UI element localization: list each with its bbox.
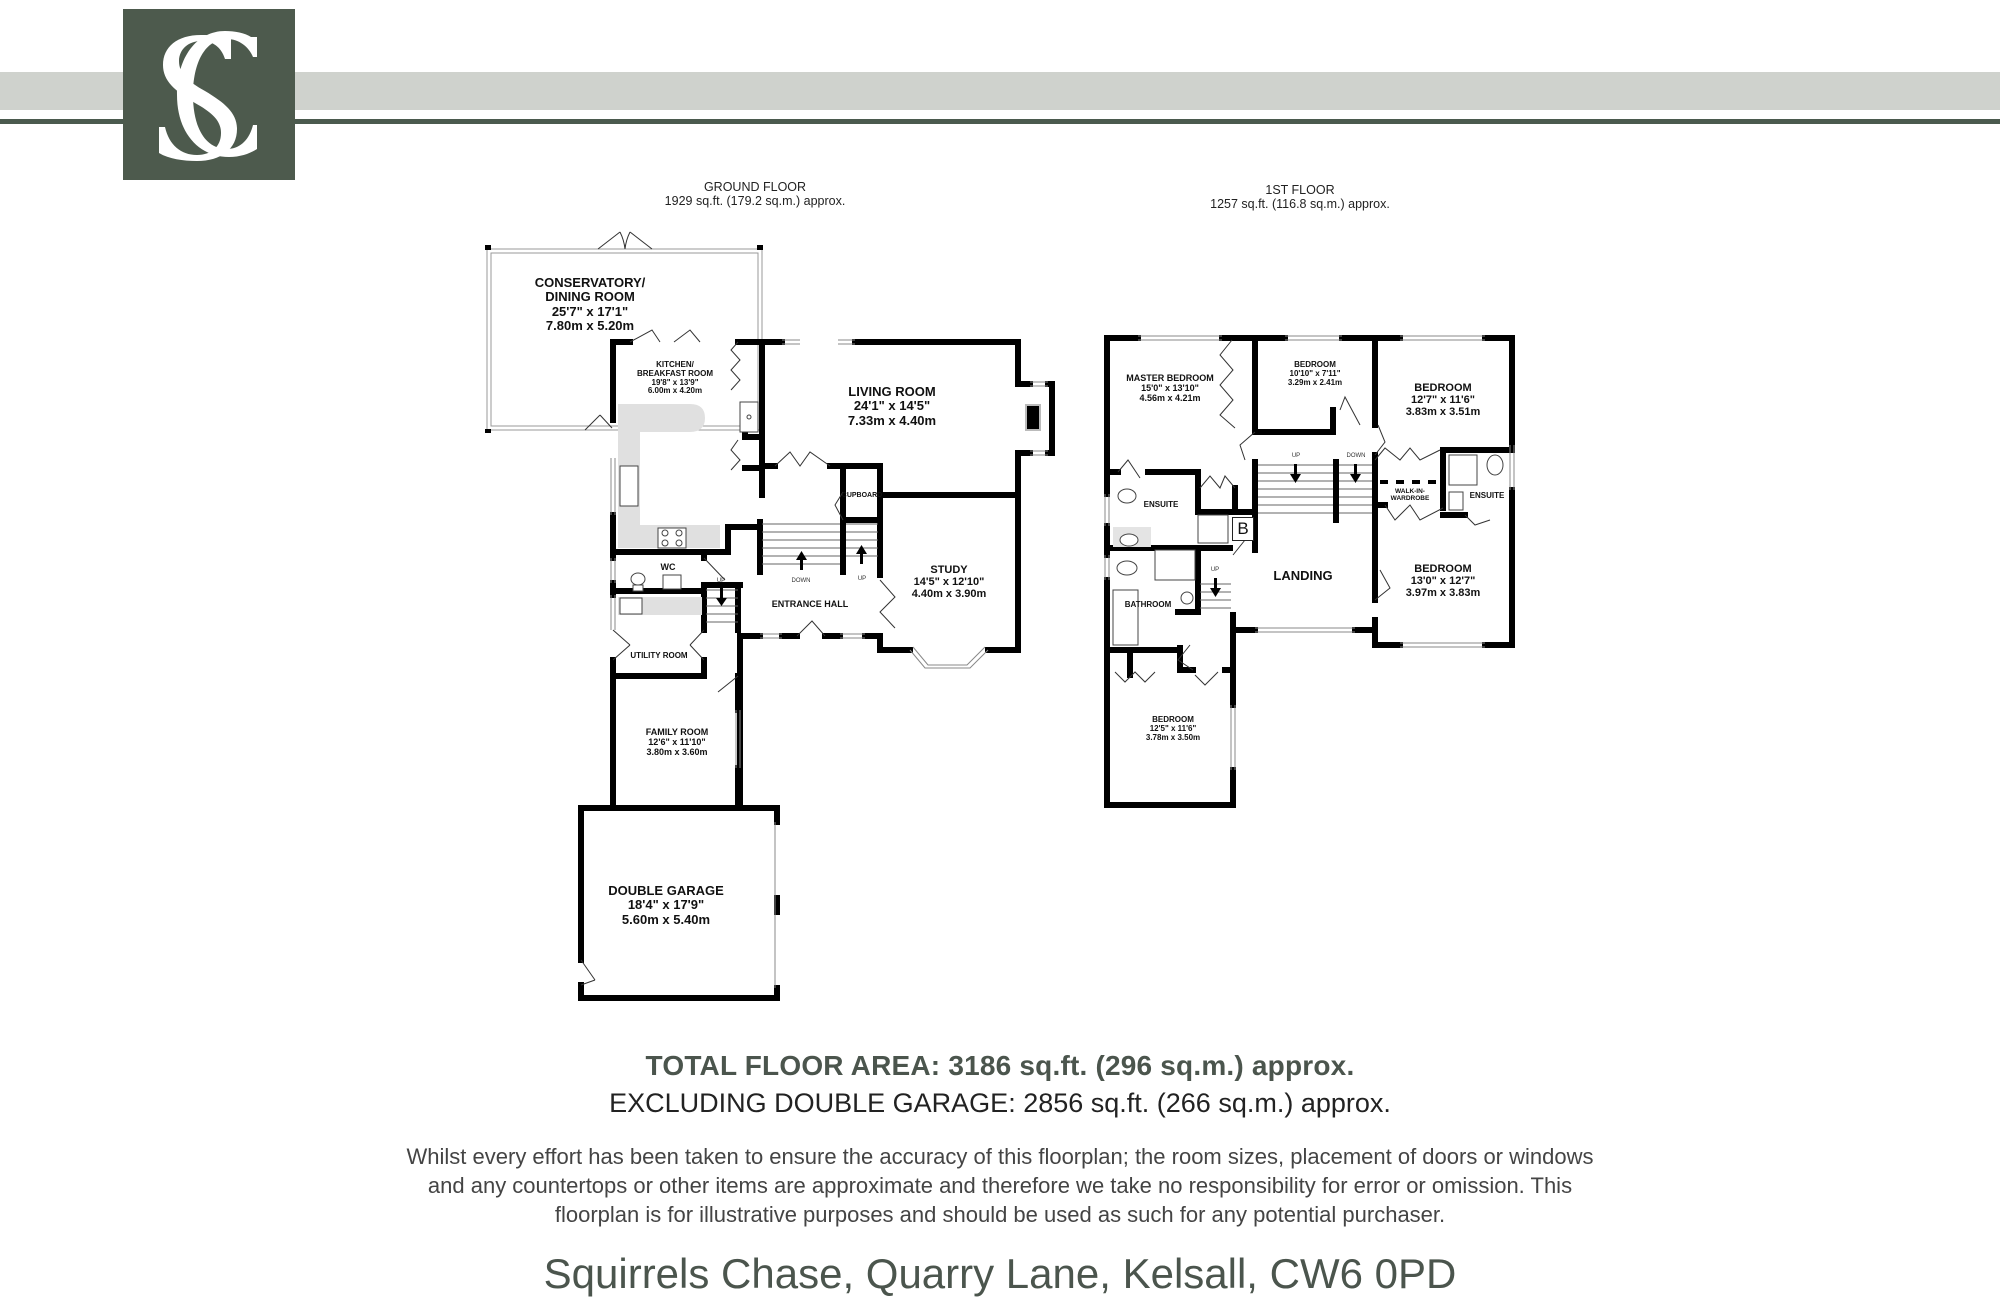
- room-landing: [1273, 569, 1332, 583]
- stair-label-down: DOWN: [791, 578, 811, 584]
- room-metric: 4.40m x 3.90m: [911, 588, 987, 601]
- room-name: BEDROOM: [1414, 382, 1472, 394]
- room-bedroom-2: [1288, 361, 1342, 387]
- room-imperial: 18'4" x 17'9": [627, 897, 705, 913]
- ground-floor-area: 1929 sq.ft. (179.2 sq.m.) approx.: [664, 194, 846, 208]
- room-name: ENSUITE: [1143, 500, 1179, 509]
- room-bedroom-5: [1146, 716, 1200, 742]
- room-name: BATHROOM: [1124, 600, 1172, 609]
- room-cupboard: [842, 492, 882, 500]
- room-imperial: 24'1" x 14'5": [853, 398, 931, 414]
- room-metric: 5.60m x 5.40m: [621, 911, 711, 927]
- room-name: BEDROOM: [1414, 563, 1472, 575]
- room-ensuite-2: [1470, 492, 1505, 501]
- room-conservatory: [535, 276, 646, 333]
- room-imperial: 15'0" x 13'10": [1141, 382, 1199, 393]
- first-floor-name: 1ST FLOOR: [1265, 183, 1335, 197]
- room-family: [646, 728, 709, 758]
- room-name-line2: WARDROBE: [1390, 495, 1430, 503]
- room-bedroom-3: [1406, 382, 1481, 418]
- room-living: [848, 385, 936, 428]
- stair-label-up-bath: UP: [1210, 567, 1220, 573]
- room-imperial: 14'5" x 12'10": [913, 576, 985, 589]
- room-master-ensuite: [1144, 501, 1179, 510]
- room-name: LANDING: [1273, 568, 1333, 583]
- room-name: FAMILY ROOM: [645, 727, 709, 737]
- first-floor-area: 1257 sq.ft. (116.8 sq.m.) approx.: [1210, 197, 1390, 211]
- room-walk-in-wardrobe: [1391, 488, 1430, 502]
- room-name: CONSERVATORY/: [534, 275, 646, 290]
- room-metric: 4.56m x 4.21m: [1139, 392, 1201, 403]
- room-metric: 3.80m x 3.60m: [646, 746, 708, 757]
- stair-label-up: UP: [1291, 453, 1301, 459]
- room-name: UTILITY ROOM: [630, 651, 688, 660]
- room-name: STUDY: [930, 564, 968, 576]
- property-address: Squirrels Chase, Quarry Lane, Kelsall, CW6 0PD: [543, 1250, 1457, 1297]
- room-imperial: 19'8" x 13'9": [651, 377, 699, 387]
- fireplace: [1026, 405, 1040, 430]
- boiler-marker: B: [1232, 517, 1254, 541]
- room-garage: [608, 884, 724, 927]
- room-name: BEDROOM: [1294, 360, 1336, 369]
- room-metric: 3.83m x 3.51m: [1405, 406, 1481, 419]
- room-entrance-hall: [772, 600, 849, 610]
- room-imperial: 13'0" x 12'7": [1410, 575, 1476, 588]
- room-master-bedroom: [1126, 374, 1214, 404]
- room-study: [912, 564, 987, 600]
- room-name: ENSUITE: [1469, 491, 1505, 500]
- room-name: BEDROOM: [1152, 715, 1194, 724]
- room-wc: [661, 563, 676, 573]
- room-imperial: 12'7" x 11'6": [1411, 394, 1475, 407]
- room-name: LIVING ROOM: [848, 384, 936, 399]
- room-metric: 7.80m x 5.20m: [545, 317, 635, 333]
- room-kitchen: [637, 361, 713, 396]
- room-imperial: 25'7" x 17'1": [551, 303, 629, 319]
- room-utility: [630, 652, 687, 661]
- room-bedroom-4: [1406, 563, 1481, 599]
- room-imperial: 12'5" x 11'6": [1149, 723, 1197, 733]
- stair-label-down: DOWN: [1346, 453, 1366, 459]
- total-floor-area: TOTAL FLOOR AREA: 3186 sq.ft. (296 sq.m.) approx.: [645, 1050, 1355, 1081]
- room-name: MASTER BEDROOM: [1126, 373, 1214, 383]
- room-metric: 7.33m x 4.40m: [847, 412, 937, 428]
- room-name: CUPBOARD: [841, 492, 883, 499]
- room-name-line2: BREAKFAST ROOM: [637, 368, 713, 378]
- ground-floor-plan: [485, 232, 1052, 998]
- room-name: ENTRANCE HALL: [771, 599, 849, 609]
- room-metric: 3.78m x 3.50m: [1145, 732, 1201, 742]
- disclaimer-text: Whilst every effort has been taken to ensure the accuracy of this floorplan; the room sizes, placement of doors or windows and any countertops or other items are approximate and therefore we take no responsibility for error or omission. This floorplan is for illustrative purposes and should be used as such for any potential purchaser.: [406, 1144, 1594, 1227]
- room-name: WC: [660, 562, 676, 572]
- room-imperial: 12'6" x 11'10": [648, 736, 706, 747]
- room-metric: 3.29m x 2.41m: [1287, 377, 1343, 387]
- room-name-line2: DINING ROOM: [545, 289, 635, 305]
- stair-label-up: UP: [857, 576, 867, 582]
- ground-floor-name: GROUND FLOOR: [703, 180, 807, 194]
- room-name: WALK-IN-: [1395, 488, 1425, 495]
- room-name: KITCHEN/: [656, 360, 694, 369]
- room-name: DOUBLE GARAGE: [608, 883, 724, 898]
- room-bathroom: [1125, 601, 1172, 610]
- excluding-garage-area: EXCLUDING DOUBLE GARAGE: 2856 sq.ft. (266 sq.m.) approx.: [609, 1088, 1391, 1118]
- room-imperial: 10'10" x 7'11": [1289, 368, 1341, 378]
- room-metric: 6.00m x 4.20m: [647, 386, 703, 396]
- stair-label-up-utility: UP: [716, 578, 726, 584]
- room-metric: 3.97m x 3.83m: [1405, 587, 1481, 600]
